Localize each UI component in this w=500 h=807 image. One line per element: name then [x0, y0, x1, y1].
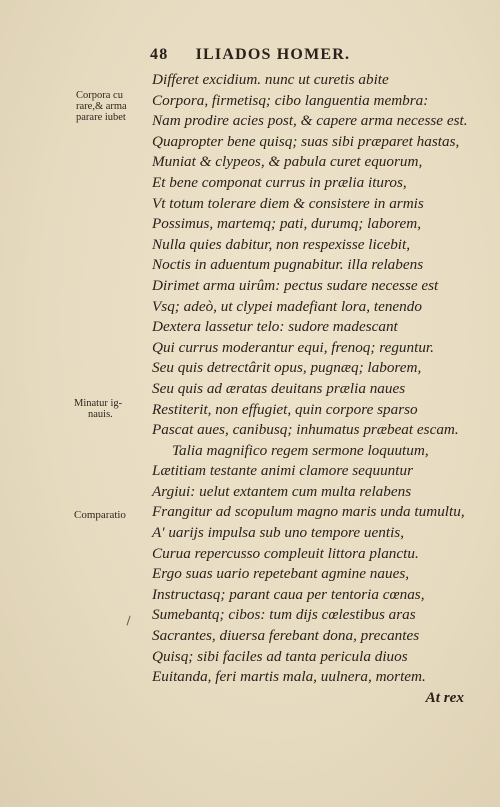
verse-line: Vt totum tolerare diem & consistere in armis [152, 194, 424, 212]
pen-mark [127, 616, 134, 627]
verse-line: Euitanda, feri martis mala, uulnera, mortem. [152, 668, 426, 686]
verse-line: Dirimet arma uirûm: pectus sudare necesse est [152, 276, 439, 294]
margin-note-corpora [76, 90, 152, 123]
verse-line: Argiui: uelut extantem cum multa relabens [152, 482, 412, 500]
verse-line: Quapropter bene quisq; suas sibi præparet hastas, [152, 132, 460, 150]
margin-note-line: parare iubet [76, 112, 126, 123]
verse-line: Quisq; sibi faciles ad tanta pericula diuos [152, 647, 408, 665]
margin-note-line: Minatur ig- [74, 398, 123, 409]
verse-line: Differet excidium. nunc ut curetis abite [152, 71, 389, 88]
verse-line: Sumebantq; cibos: tum dijs cœlestibus aras [152, 606, 416, 624]
margin-note-line: Comparatio [74, 509, 126, 521]
verse-line: Ergo suas uario repetebant agmine naues, [152, 565, 410, 583]
verse-line: Sacrantes, diuersa ferebant dona, precantes [152, 627, 420, 645]
verse-line: Qui currus moderantur equi, frenoq; reguntur. [152, 338, 434, 356]
verse-line: Nulla quies dabitur, non respexisse licebit, [152, 235, 411, 253]
margin-note-line: rare,& arma [76, 101, 127, 112]
margin-note-comparatio [74, 510, 150, 521]
verse-line: Instructasq; parant caua per tentoria cœnas, [152, 585, 425, 603]
verse-line: Seu quis ad æratas deuitans prælia naues [152, 379, 406, 397]
verse-line: Et bene componat currus in prælia ituros, [152, 173, 407, 191]
verse-block [152, 70, 482, 708]
verse-line: Seu quis detrectârit opus, pugnæq; laborem, [152, 359, 422, 377]
running-header [150, 46, 470, 68]
margin-note-minatur [74, 398, 150, 420]
verse-line: Frangitur ad scopulum magno maris unda tumultu, [152, 503, 465, 521]
verse-line: Vsq; adeò, ut clypei madefiant lora, tenendo [152, 297, 422, 315]
verse-line: Noctis in aduentum pugnabitur. illa relabens [152, 256, 424, 274]
verse-line: Talia magnifico regem sermone loquutum, [172, 441, 429, 459]
verse-line: Restiterit, non effugiet, quin corpore sparso [152, 400, 418, 418]
margin-note-line: nauis. [88, 409, 113, 420]
verse-line: Nam prodire acies post, & capere arma necesse est. [152, 112, 468, 130]
verse-line: Lætitiam testante animi clamore sequuntur [152, 462, 413, 480]
verse-line: A' uarijs impulsa sub uno tempore uentis, [152, 524, 405, 542]
catchword: At rex [425, 688, 464, 706]
verse-line: Pascat aues, canibusq; inhumatus præbeat escam. [152, 421, 459, 439]
verse-line: Muniat & clypeos, & pabula curet equorum, [152, 153, 423, 171]
verse-line: Corpora, firmetisq; cibo languentia membra: [152, 91, 429, 109]
running-title: ILIADOS HOMER. [195, 46, 351, 63]
verse-line: Dextera lassetur telo: sudore madescant [152, 318, 398, 336]
verse-line: Possimus, martemq; pati, durumq; laborem, [152, 215, 422, 233]
page-number: 48 [150, 46, 169, 63]
margin-note-line: Corpora cu [76, 90, 123, 101]
verse-line: Curua repercusso compleuit littora planctu. [152, 544, 419, 562]
